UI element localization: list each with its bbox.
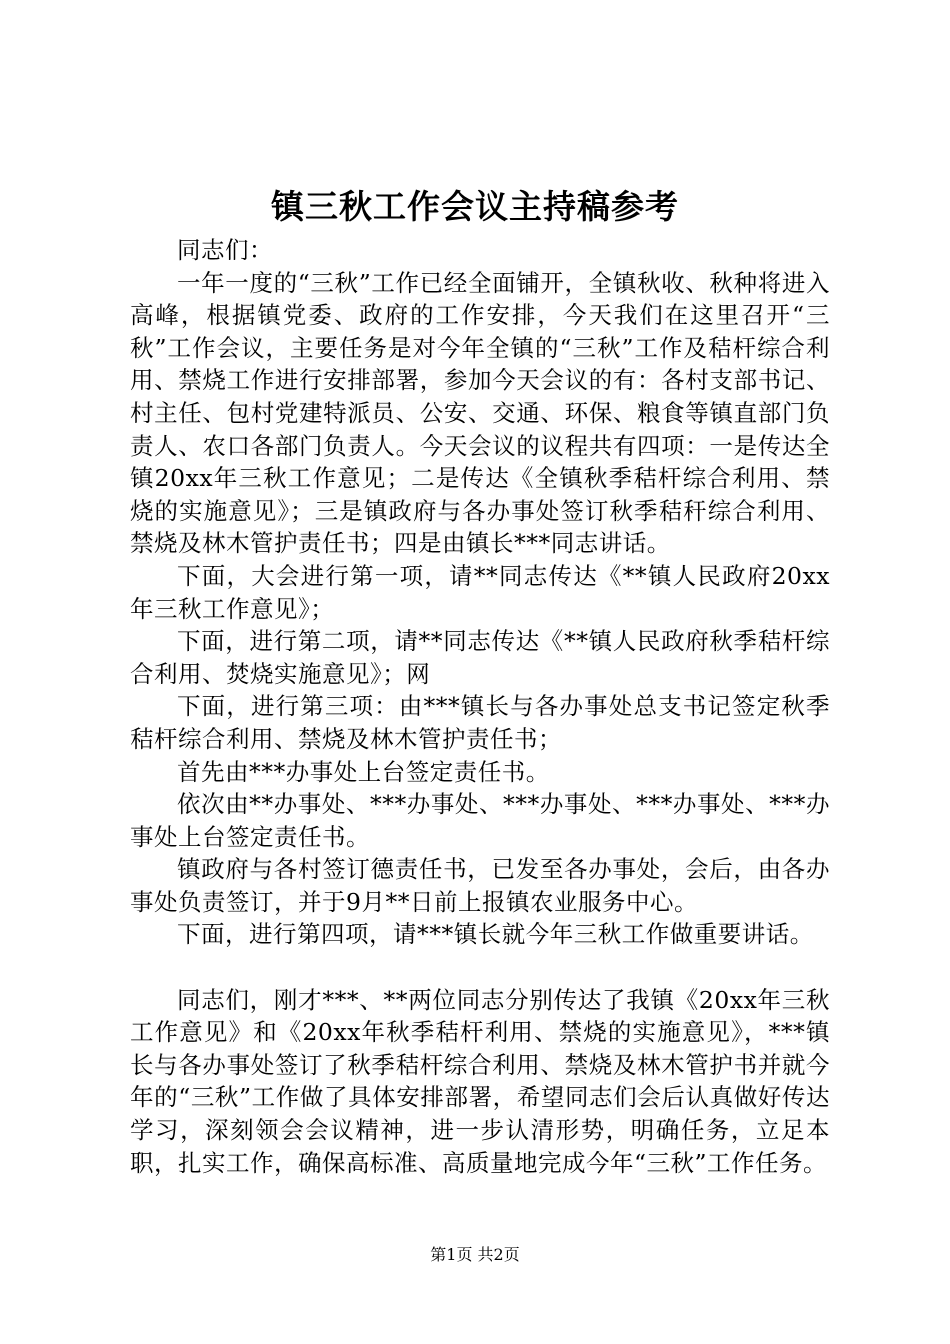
signing-first-paragraph: 首先由***办事处上台签定责任书。 (177, 757, 550, 786)
closing-paragraph: 同志们，刚才***、**两位同志分别传达了我镇《20xx年三秋工作意见》和《20xx年秋季秸杆利用、禁烧的实施意见》，***镇长与各办事处签订了秋季秸杆综合利用、禁烧及林木管护书并就今年的“三秋”工作做了具体安排部署，希望同志们会后认真做好传达学习，深刻领会会议精神，进一步认清形势，明确任务，立足本职，扎实工作，确保高标准、高质量地完成今年“三秋”工作任务。 (130, 985, 830, 1177)
intro-paragraph: 一年一度的“三秋”工作已经全面铺开，全镇秋收、秋种将进入高峰，根据镇党委、政府的工作安排，今天我们在这里召开“三秋”工作会议，主要任务是对今年全镇的“三秋”工作及秸杆综合利用、禁烧工作进行安排部署，参加今天会议的有：各村支部书记、村主任、包村党建特派员、公安、交通、环保、粮食等镇直部门负责人、农口各部门负责人。今天会议的议程共有四项：一是传达全镇20xx年三秋工作意见；二是传达《全镇秋季秸杆综合利用、禁烧的实施意见》；三是镇政府与各办事处签订秋季秸秆综合利用、禁烧及林木管护责任书；四是由镇长***同志讲话。 (130, 268, 830, 558)
agenda-item-2-paragraph: 下面，进行第二项，请**同志传达《**镇人民政府秋季秸杆综合利用、焚烧实施意见》；网 (130, 627, 830, 688)
document-body (130, 234, 830, 1179)
agenda-item-4-paragraph: 下面，进行第四项，请***镇长就今年三秋工作做重要讲话。 (177, 920, 814, 949)
agenda-item-3-paragraph: 下面，进行第三项：由***镇长与各办事处总支书记签定秋季秸杆综合利用、禁烧及林木管护责任书； (130, 692, 830, 753)
village-responsibility-paragraph: 镇政府与各村签订德责任书，已发至各办事处，会后，由各办事处负责签订，并于9月**日前上报镇农业服务中心。 (130, 855, 830, 916)
page-footer: 第1页 共2页 (430, 1245, 520, 1264)
page-title: 镇三秋工作会议主持稿参考 (271, 187, 679, 226)
greeting-paragraph: 同志们： (177, 236, 273, 264)
agenda-item-1-paragraph: 下面，大会进行第一项，请**同志传达《**镇人民政府20xx年三秋工作意见》； (130, 561, 830, 623)
signing-order-paragraph: 依次由**办事处、***办事处、***办事处、***办事处、***办事处上台签定责任书。 (130, 790, 830, 851)
